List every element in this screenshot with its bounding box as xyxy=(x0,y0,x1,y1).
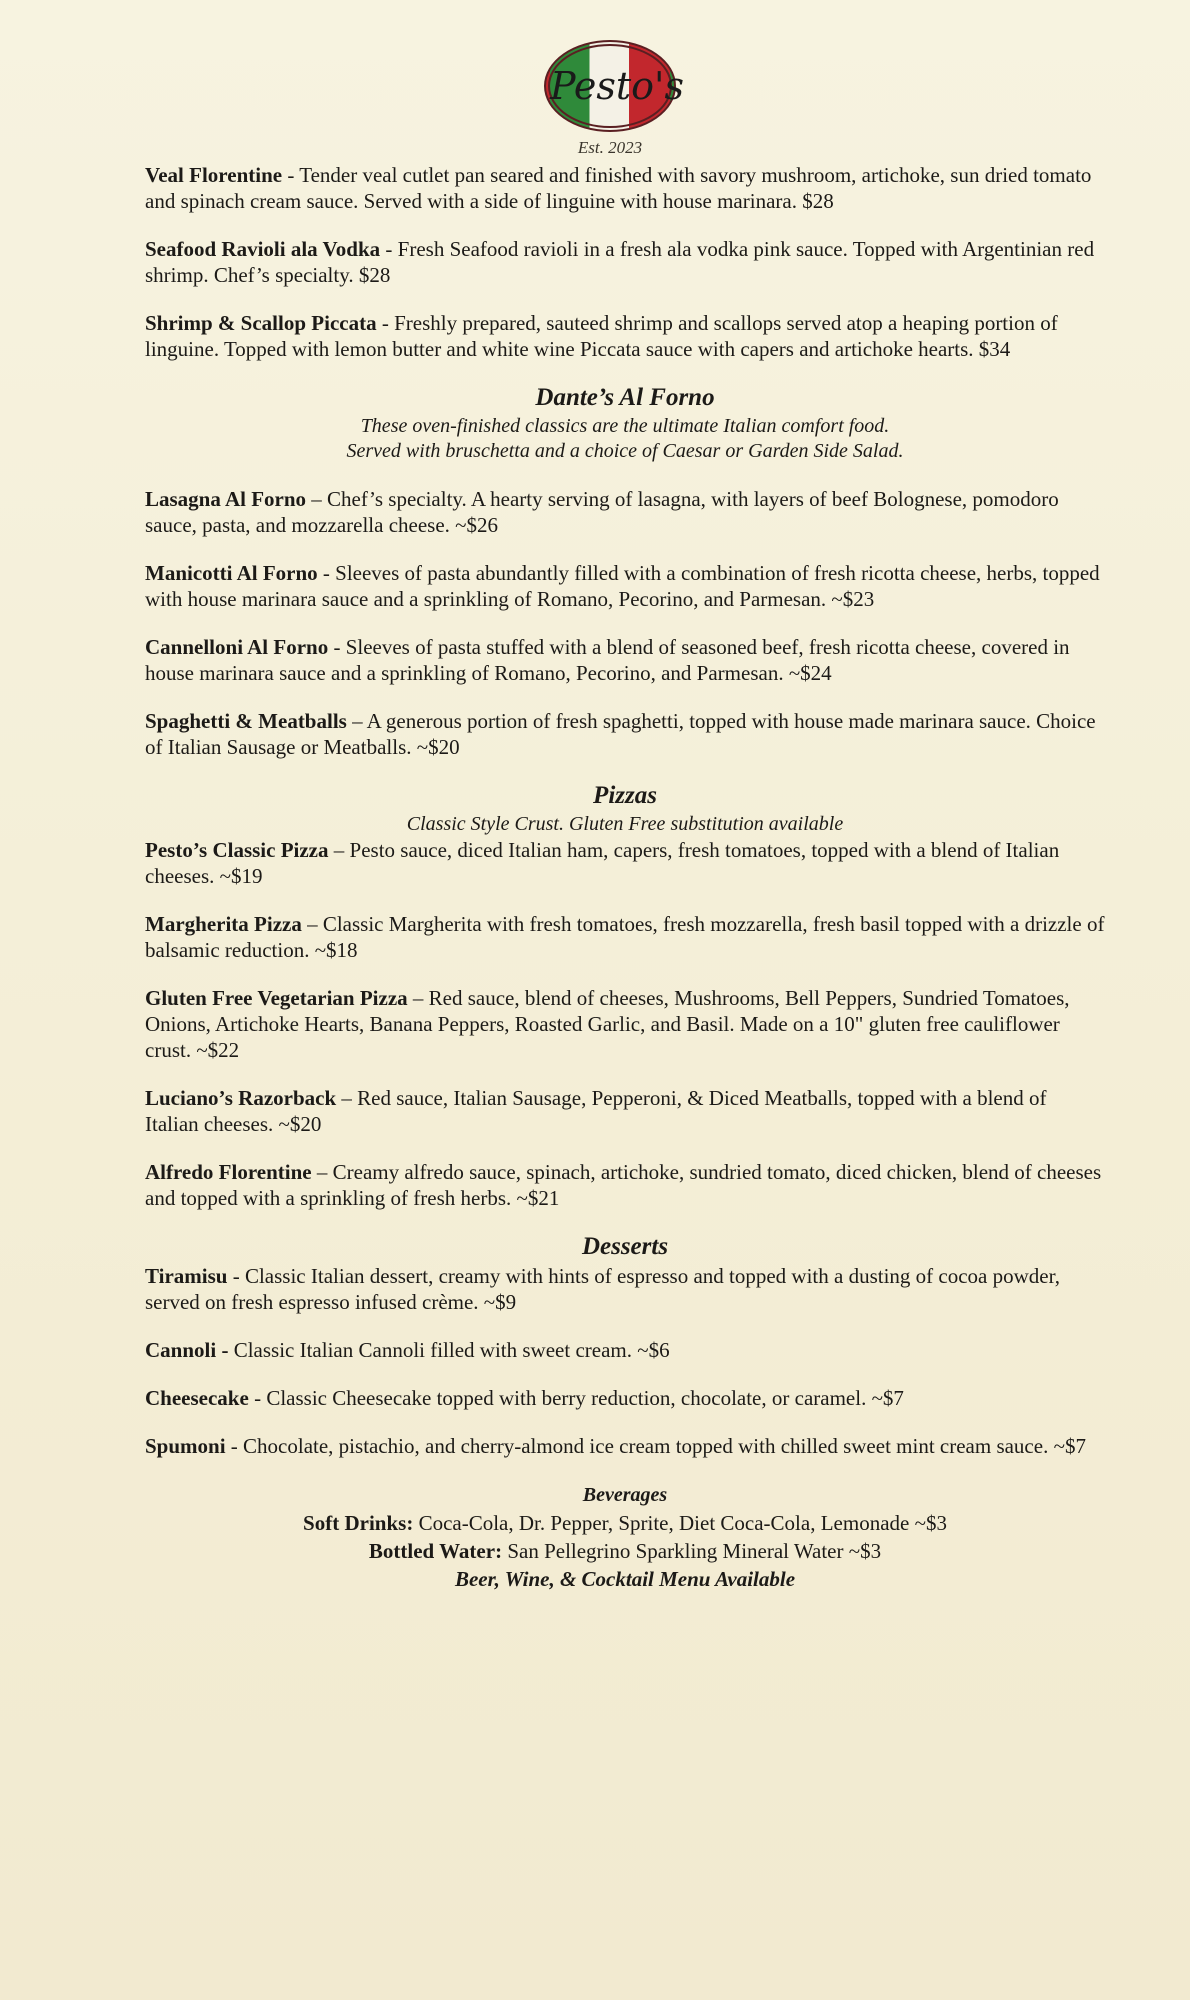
item-description: Red sauce, Italian Sausage, Pepperoni, & Diced Meatballs, topped with a blend of Italian cheeses. ~$20 xyxy=(145,1086,1047,1136)
menu-item xyxy=(145,911,1105,963)
item-description: Chef’s specialty. A hearty serving of lasagna, with layers of beef Bolognese, pomodoro sauce, pasta, and mozzarella cheese. ~$26 xyxy=(145,487,1059,537)
item-separator: – xyxy=(407,986,429,1010)
desserts-section xyxy=(145,1233,1105,1459)
menu-item xyxy=(145,1433,1105,1459)
item-separator: - xyxy=(248,1386,267,1410)
item-separator: - xyxy=(376,311,395,335)
menu-item xyxy=(145,486,1105,538)
item-description: Red sauce, blend of cheeses, Mushrooms, Bell Peppers, Sundried Tomatoes, Onions, Artichoke Hearts, Banana Peppers, Roasted Garlic, and Basil. Made on a 10" gluten free cauliflower crust. ~$22 xyxy=(145,986,1070,1062)
menu-item xyxy=(145,634,1105,686)
item-name: Veal Florentine xyxy=(145,163,283,187)
menu-item xyxy=(145,1159,1105,1211)
item-name: Margherita Pizza xyxy=(145,912,302,936)
item-separator: – xyxy=(306,487,328,511)
item-name: Tiramisu xyxy=(145,1264,228,1288)
logo-text: Pesto's xyxy=(550,64,684,108)
item-name: Pesto’s Classic Pizza xyxy=(145,838,329,862)
restaurant-logo xyxy=(540,40,684,170)
item-name: Spumoni xyxy=(145,1434,226,1458)
menu-item xyxy=(145,708,1105,760)
bottled-water-line xyxy=(145,1537,1105,1565)
item-description: Sleeves of pasta stuffed with a blend of seasoned beef, fresh ricotta cheese, covered in house marinara sauce and a sprinkling of Romano, Pecorino, and Parmesan. ~$24 xyxy=(145,635,1070,685)
item-separator: – xyxy=(311,1160,333,1184)
menu-item xyxy=(145,310,1105,362)
item-description: Tender veal cutlet pan seared and finished with savory mushroom, artichoke, sun dried tomato and spinach cream sauce. Served with a side of linguine with house marinara. $28 xyxy=(145,163,1092,213)
item-separator: – xyxy=(301,912,323,936)
item-description: Classic Italian dessert, creamy with hints of espresso and topped with a dusting of cocoa powder, served on fresh espresso infused crème. ~$9 xyxy=(145,1264,1061,1314)
beverages-section xyxy=(145,1481,1105,1593)
item-separator: - xyxy=(328,635,346,659)
item-name: Spaghetti & Meatballs xyxy=(145,709,347,733)
menu-item xyxy=(145,837,1105,889)
item-description: Classic Margherita with fresh tomatoes, fresh mozzarella, fresh basil topped with a drizzle of balsamic reduction. ~$18 xyxy=(145,912,1105,962)
beverages-footer: Beer, Wine, & Cocktail Menu Available xyxy=(454,1567,796,1591)
section-subtitle: Served with bruschetta and a choice of Caesar or Garden Side Salad. xyxy=(346,440,904,462)
section-subtitle: These oven-finished classics are the ultimate Italian comfort food. xyxy=(360,415,890,437)
section-title: Pizzas xyxy=(593,782,657,809)
pizzas-section xyxy=(145,782,1105,1211)
item-separator: - xyxy=(225,1434,244,1458)
menu-item xyxy=(145,1085,1105,1137)
menu-content xyxy=(145,162,1105,1593)
menu-item xyxy=(145,1385,1105,1411)
item-description: Classic Italian Cannoli filled with sweet cream. ~$6 xyxy=(233,1338,670,1362)
item-description: A generous portion of fresh spaghetti, topped with house made marinara sauce. Choice of Italian Sausage or Meatballs. ~$20 xyxy=(145,709,1096,759)
item-name: Luciano’s Razorback xyxy=(145,1086,337,1110)
menu-item xyxy=(145,236,1105,288)
item-separator: – xyxy=(346,709,367,733)
item-separator: - xyxy=(227,1264,245,1288)
logo-badge xyxy=(544,40,684,132)
item-name: Shrimp & Scallop Piccata xyxy=(145,311,377,335)
item-description: Chocolate, pistachio, and cherry-almond ice cream topped with chilled sweet mint cream sauce. ~$7 xyxy=(243,1434,1086,1458)
item-name: Alfredo Florentine xyxy=(145,1160,312,1184)
item-name: Manicotti Al Forno xyxy=(145,561,318,585)
section-title: Dante’s Al Forno xyxy=(535,384,715,411)
menu-item xyxy=(145,1337,1105,1363)
item-separator: - xyxy=(317,561,336,585)
item-separator: - xyxy=(282,163,300,187)
item-description: Sleeves of pasta abundantly filled with a combination of fresh ricotta cheese, herbs, topped with house marinara sauce and a sprinkling of Romano, Pecorino, and Parmesan. ~$23 xyxy=(145,561,1100,611)
bottled-water-label: Bottled Water: xyxy=(368,1539,503,1563)
item-name: Gluten Free Vegetarian Pizza xyxy=(145,986,408,1010)
item-description: Creamy alfredo sauce, spinach, artichoke, sundried tomato, diced chicken, blend of cheeses and topped with a sprinkling of fresh herbs. ~$21 xyxy=(145,1160,1102,1210)
soft-drinks-line xyxy=(145,1509,1105,1537)
soft-drinks-text: Coca-Cola, Dr. Pepper, Sprite, Diet Coca-Cola, Lemonade ~$3 xyxy=(418,1511,947,1535)
item-name: Seafood Ravioli ala Vodka xyxy=(145,237,381,261)
item-description: Freshly prepared, sauteed shrimp and scallops served atop a heaping portion of linguine. Topped with lemon butter and white wine Piccata sauce with capers and artichoke hearts. $34 xyxy=(145,311,1058,361)
item-description: Pesto sauce, diced Italian ham, capers, fresh tomatoes, topped with a blend of Italian cheeses. ~$19 xyxy=(145,838,1060,888)
section-subtitle: Classic Style Crust. Gluten Free substitution available xyxy=(406,813,844,835)
section-title: Beverages xyxy=(582,1484,668,1506)
item-description: Fresh Seafood ravioli in a fresh ala vodka pink sauce. Topped with Argentinian red shrimp. Chef’s specialty. $28 xyxy=(145,237,1095,287)
item-name: Cheesecake xyxy=(145,1386,249,1410)
established-year: Est. 2023 xyxy=(577,138,643,157)
item-separator: – xyxy=(328,838,350,862)
bottled-water-text: San Pellegrino Sparkling Mineral Water ~$3 xyxy=(507,1539,882,1563)
menu-item xyxy=(145,1263,1105,1315)
item-separator: – xyxy=(336,1086,358,1110)
soft-drinks-label: Soft Drinks: xyxy=(303,1511,414,1535)
menu-item xyxy=(145,560,1105,612)
item-name: Cannoli - xyxy=(145,1338,229,1362)
entrees-section xyxy=(145,162,1105,362)
section-title: Desserts xyxy=(581,1233,669,1260)
al-forno-section xyxy=(145,384,1105,760)
menu-item xyxy=(145,985,1105,1063)
menu-item xyxy=(145,162,1105,214)
item-name: Cannelloni Al Forno xyxy=(145,635,329,659)
item-description: Classic Cheesecake topped with berry reduction, chocolate, or caramel. ~$7 xyxy=(266,1386,904,1410)
item-separator: - xyxy=(380,237,398,261)
item-name: Lasagna Al Forno xyxy=(145,487,307,511)
